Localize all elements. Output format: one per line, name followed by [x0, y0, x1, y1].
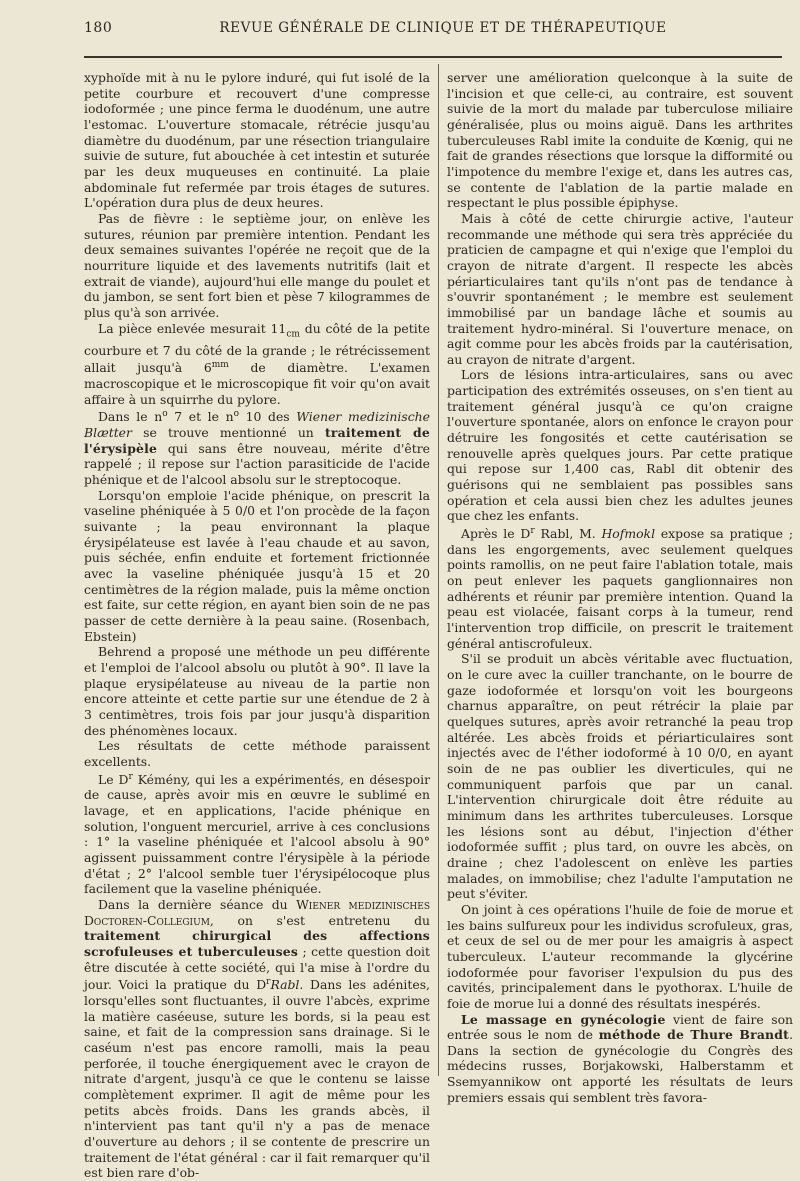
paragraph: Pas de fièvre : le septième jour, on enlève les sutures, réunion par première intention. Pendant les deux semaines suivantes l'opérée ne reçoit que de la nourriture liquide et des lavements nutritifs (lait et extrait de viande), aujourd'hui elle mange du poulet et du jambon, se sent fort bien et pèse 7 kilogrammes de plus qu'à son arrivée. — [84, 210, 430, 320]
paragraph: Lors de lésions intra-articulaires, sans ou avec participation des extrémités osseuses, on s'en tient au traitement général jusqu'à ce qu'on craigne l'ouverture spontanée, alors on enfonce le crayon pour détruire les fongosités et cette cautérisation se renouvelle après quelques jours. Par cette pratique qui repose sur 1,400 cas, Rabl dit obtenir des guérisons qui ne semblaient pas possibles sans opération et cela aussi bien chez les adultes jeunes que chez les enfants. — [447, 367, 793, 524]
paragraph: Dans la dernière séance du Wiener medizinisches Doctoren-Collegium, on s'est entretenu du traitement chirurgical des affections scrofuleuses et tuberculeuses ; cette question doit être discutée à cette société, qui l'a mise à l'ordre du jour. Voici la pratique du $D^rRabl$. Dans les adénites, lorsqu'elles sont fluctuantes, il ouvre l'abcès, exprime la matière caséeuse, suture les bords, si la peau est saine, et fait de la compression sans drainage. Si le caséum n'est pas encore ramolli, mais la peau perforée, il touche énergiquement avec le crayon de nitrate d'argent, jusqu'à ce que le contenu se laisse complètement exprimer. Il agit de même pour les petits abcès froids. Dans les grands abcès, il n'intervient pas tant qu'il n'y a pas de menace d'ouverture au dehors ; il se contente de prescrire un traitement de l'état général : car il fait remarquer qu'il est bien rare d'ob- — [84, 896, 431, 1181]
paragraph: server une amélioration quelconque à la suite de l'incision et que celle-ci, au contraire, est souvent suivie de la mort du malade par tuberculose miliaire généralisée, plus ou moins aiguë. Dans les arthrites tuberculeuses Rabl imite la conduite de Kœnig, qui ne fait de grandes résections que lorsque la difformité ou l'impotence du membre l'exige et, dans les autres cas, se contente de l'ablation de la partie malade en respectant le plus possible épiphyse. — [447, 70, 793, 211]
running-head: REVUE GÉNÉRALE DE CLINIQUE ET DE THÉRAPEUTIQUE — [219, 20, 667, 36]
paragraph: La pièce enlevée mesurait $11_{cm}$ du côté de la petite courbure et 7 du côté de la grande ; le rétrécissement allait jusqu'à $6^{mm}$ de diamètre. L'examen macroscopique et le microscopique fit voir qu'on avait affaire à un squirrhe du pylore. — [84, 320, 430, 407]
paragraph: On joint à ces opérations l'huile de foie de morue et les bains sulfureux pour les individus scrofuleux, gras, et ceux de sel ou de mer pour les amaigris à aspect tuberculeux. L'auteur recommande la glycérine iodoformée pour favoriser l'expulsion du pus des cavités, principalement dans le pyothorax. L'huile de foie de morue lui a donné des résultats inespérés. — [447, 901, 793, 1011]
header-rule — [84, 56, 782, 58]
paragraph: S'il se produit un abcès véritable avec fluctuation, on le cure avec la cuiller tranchante, on le bourre de gaze iodoformée et lorsqu'on voit les bourgeons charnus apparaître, on peut rétrécir la plaie par quelques sutures, après avoir retranché la peau trop altérée. Les abcès froids et périarticulaires sont injectés avec de l'éther iodoformé à 10 0/0, en ayant soin de ne pas oublier les diverticules, qui ne communiquent parfois que par un canal. L'intervention chirurgicale doit être réduite au minimum dans les arthrites tuberculeuses. Lorsque les lésions sont au début, l'injection d'éther iodoformée suffit ; plus tard, on ouvre les abcès, on draine ; chez l'adolescent on enlève les parties malades, on immobilise; chez l'adulte l'amputation ne peut s'éviter. — [447, 651, 793, 902]
page-number: 180 — [84, 20, 113, 36]
society-name: Wiener medizinisches Doctoren-Collegium — [84, 896, 430, 928]
topic-heading: Le massage en gynécologie — [461, 1011, 666, 1027]
paragraph: xyphoïde mit à nu le pylore induré, qui fut isolé de la petite courbure et recouvert d'une compresse iodoformée ; une pince ferma le duodénum, une autre l'estomac. L'ouverture stomacale, rétrécie jusqu'au diamètre du duodénum, par une résection triangulaire suivie de suture, fut abouchée à cet intestin et suturée par les deux muqueuses en continuité. La plaie abdominale fut refermée par trois étages de sutures. L'opération dura plus de deux heures. — [84, 70, 430, 211]
paragraph: Dans le $n^o$ 7 et le $n^o$ 10 des Wiener medizinische Blætter se trouve mentionné un traitement de l'érysipèle qui sans être nouveau, mérite d'être rappelé ; il repose sur l'action parasiticide de l'acide phénique et de l'alcool absolu sur le streptocoque. — [84, 409, 430, 488]
journal-title: Wiener medizinische Blætter — [84, 409, 430, 441]
page-header — [84, 20, 782, 42]
paragraph: Le $D^r$ Kémény, qui les a expérimentés, en désespoir de cause, après avoir mis en œuvre le sublimé en lavage, et en applications, l'acide phénique en solution, l'onguent mercuriel, arrive à ces conclusions : 1° la vaseline phéniquée et l'alcool absolu à 90° agissent puissamment contre l'érysipèle à la période d'état ; 2° l'alcool semble tuer l'érysipélocoque plus facilement que la vaseline phéniquée. — [84, 771, 430, 897]
paragraph: Behrend a proposé une méthode un peu différente et l'emploi de l'alcool absolu ou plutôt à 90°. Il lave la plaque erysipélateuse au niveau de la partie non encore atteinte et cette partie sur une étendue de 2 à 3 centimètres, trois fois par jour jusqu'à disparition des phénomènes locaux. — [84, 644, 430, 738]
left-column — [84, 70, 430, 1181]
paragraph: Après le $D^r$ Rabl, M. Hofmokl expose sa pratique ; dans les engorgements, avec seulement quelques points ramollis, on ne peut faire l'ablation totale, mais on peut enlever les paquets ganglionnaires non adhérents et réunir par première intention. Quand la peau est violacée, faisant corps à la tumeur, rend l'intervention trop difficile, on prescrit le traitement général antiscrofuleux. — [447, 526, 793, 651]
topic-heading: traitement chirurgical des affections scrofuleuses et tuberculeuses — [84, 928, 430, 959]
paragraph: Les résultats de cette méthode paraissent excellents. — [84, 738, 430, 769]
column-divider — [438, 64, 439, 1076]
paragraph: Le massage en gynécologie vient de faire son entrée sous le nom de méthode de Thure Brandt. Dans la section de gynécologie du Congrès des médecins russes, Borjakowski, Halberstamm et Ssemyannikow ont apporté les résultats de leurs premiers essais qui semblent très favora- — [447, 1011, 794, 1105]
topic-heading: méthode de Thure Brandt — [598, 1027, 790, 1043]
right-column — [447, 70, 793, 1105]
paragraph: Mais à côté de cette chirurgie active, l'auteur recommande une méthode qui sera très appréciée du praticien de campagne et qui n'exige que l'emploi du crayon de nitrate d'argent. Il respecte les abcès périarticulaires tant qu'ils n'ont pas de tendance à s'ouvrir spontanément ; le membre est seulement immobilisé par un bandage lâche et soumis au traitement hydro-minéral. Si l'ouverture menace, on agit comme pour les abcès froids par la cautérisation, au crayon de nitrate d'argent. — [447, 210, 793, 367]
topic-heading: traitement de l'érysipèle — [84, 425, 430, 456]
paragraph: Lorsqu'on emploie l'acide phénique, on prescrit la vaseline phéniquée à 5 0/0 et l'on procède de la façon suivante ; la peau environnant la plaque érysipélateuse est lavée à l'eau chaude et au savon, puis séchée, enfin enduite et fortement frictionnée avec la vaseline phéniquée jusqu'à 15 et 20 centimètres de la région malade, puis la même onction est faite, sur cette région, en ayant bien soin de ne pas passer de cette dernière à la peau saine. (Rosenbach, Ebstein) — [84, 487, 430, 644]
